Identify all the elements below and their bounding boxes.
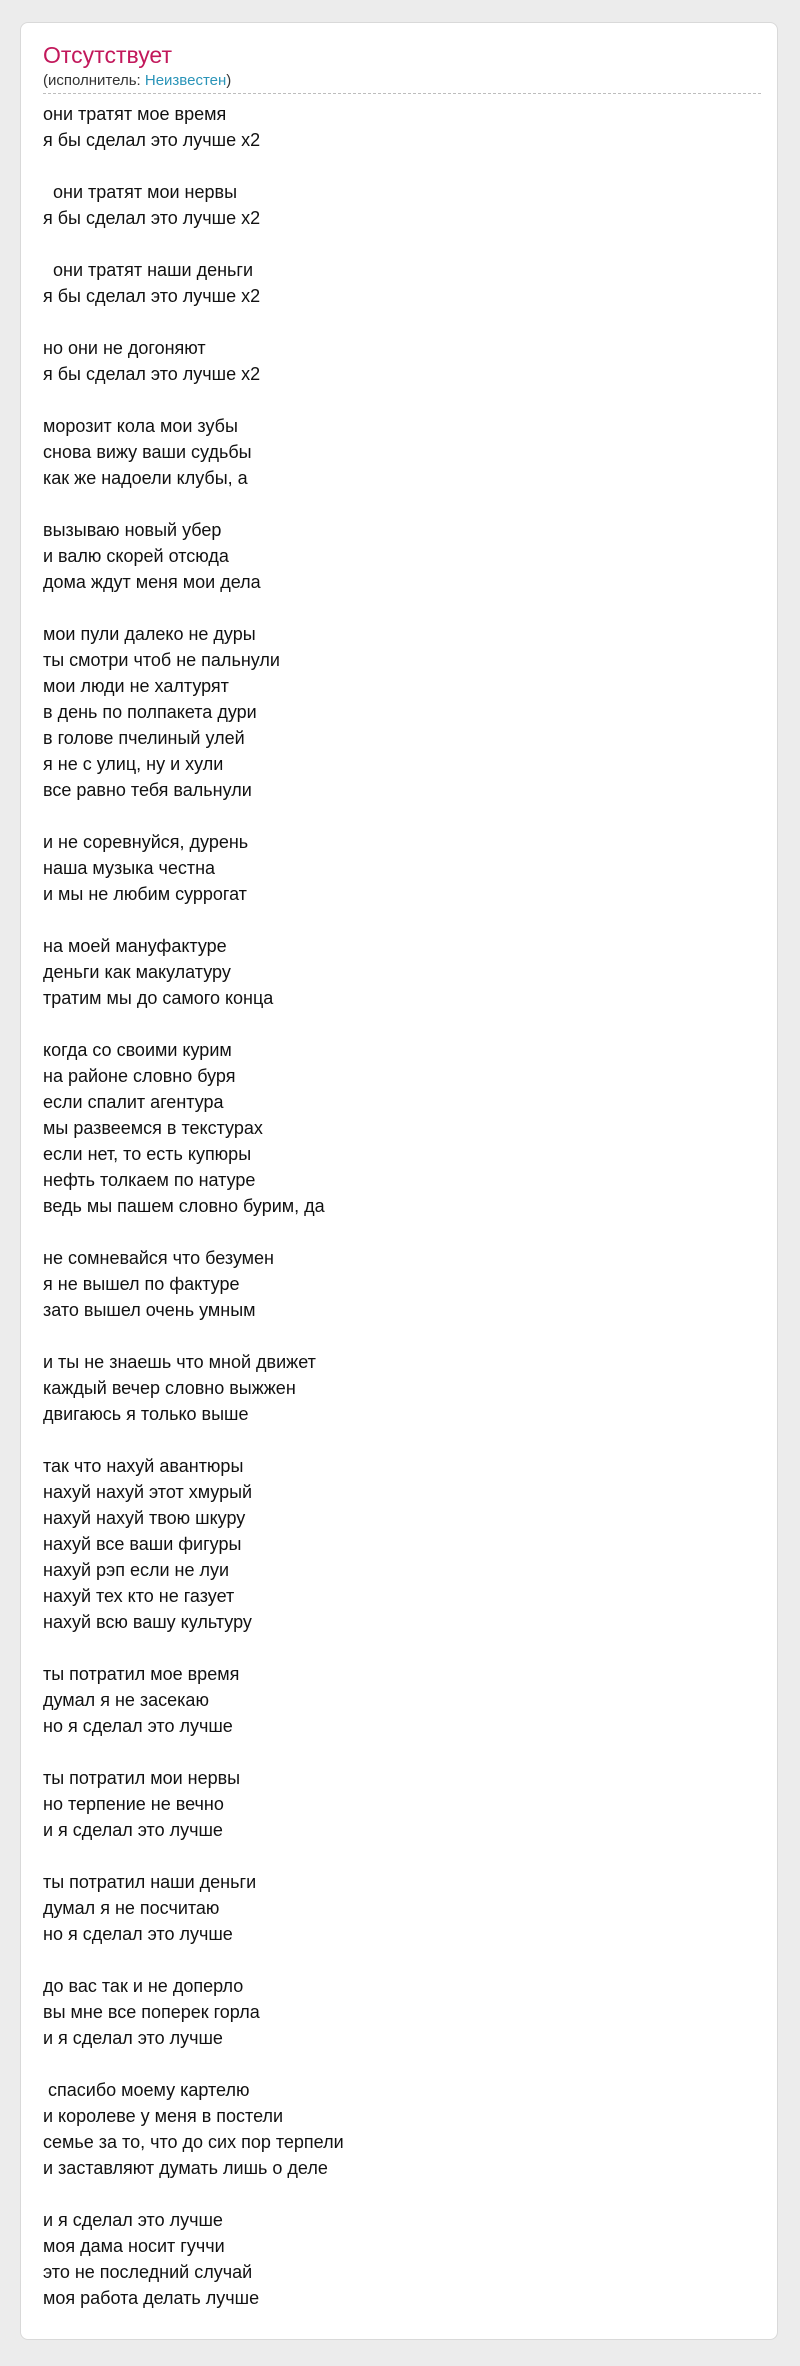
lyric-line: моя работа делать лучше [43,2288,260,2308]
lyric-line: моя дама носит гуччи [43,2236,225,2256]
lyric-line: и я сделал это лучше [43,1820,223,1840]
lyric-line: но терпение не вечно [43,1794,224,1814]
lyric-line: дома ждут меня мои дела [43,572,261,592]
stanza-gap [43,1323,761,1349]
lyric-line: и королеве у меня в постели [43,2106,284,2126]
lyric-line: мы развеемся в текстурах [43,1118,263,1138]
dashed-divider [43,93,761,94]
lyric-line: мои люди не халтурят [43,676,229,696]
stanza-gap [43,1219,761,1245]
lyric-line: и заставляют думать лишь о деле [43,2158,328,2178]
stanza-gap [43,153,761,179]
lyric-line: и ты не знаешь что мной движет [43,1352,316,1372]
lyric-line: в день по полпакета дури [43,702,257,722]
lyric-line: и я сделал это лучше [43,2210,223,2230]
lyric-line: ты потратил наши деньги [43,1872,257,1892]
lyric-line: тратим мы до самого конца [43,988,274,1008]
stanza-gap [43,907,761,933]
lyric-line: ты потратил мои нервы [43,1768,241,1788]
stanza-gap [43,231,761,257]
lyric-line: и валю скорей отсюда [43,546,229,566]
lyrics-card [20,22,778,2340]
lyric-line: они тратят мои нервы [43,182,238,202]
lyric-line: снова вижу ваши судьбы [43,442,252,462]
lyric-line: я бы сделал это лучше х2 [43,130,261,150]
lyric-line: нахуй рэп если не луи [43,1560,230,1580]
lyric-line: как же надоели клубы, а [43,468,248,488]
stanza-gap [43,1427,761,1453]
lyric-line: нахуй всю вашу культуру [43,1612,252,1632]
lyric-line: и мы не любим суррогат [43,884,247,904]
lyric-line: это не последний случай [43,2262,253,2282]
lyric-line: морозит кола мои зубы [43,416,238,436]
stanza-gap [43,491,761,517]
lyric-line: вы мне все поперек горла [43,2002,260,2022]
stanza-gap [43,1635,761,1661]
lyric-line: я бы сделал это лучше х2 [43,364,261,384]
lyric-line: они тратят мое время [43,104,227,124]
lyric-line: на моей мануфактуре [43,936,227,956]
stanza-gap [43,1011,761,1037]
lyric-line: до вас так и не доперло [43,1976,244,1996]
lyric-line: не сомневайся что безумен [43,1248,274,1268]
lyric-line: вызываю новый убер [43,520,222,540]
lyric-line: в голове пчелиный улей [43,728,245,748]
lyric-line: все равно тебя вальнули [43,780,252,800]
artist-prefix: (исполнитель: [43,72,145,89]
lyric-line: деньги как макулатуру [43,962,231,982]
lyric-line: наша музыка честна [43,858,216,878]
lyric-line: я бы сделал это лучше х2 [43,208,261,228]
lyric-line: зато вышел очень умным [43,1300,256,1320]
lyric-line: спасибо моему картелю [43,2080,250,2100]
artist-suffix: ) [226,72,232,89]
lyric-line: думал я не засекаю [43,1690,209,1710]
lyric-line: я бы сделал это лучше х2 [43,286,261,306]
stanza-gap [43,1947,761,1973]
lyric-line: двигаюсь я только выше [43,1404,249,1424]
lyric-line: если нет, то есть купюры [43,1144,252,1164]
stanza-gap [43,803,761,829]
lyric-line: когда со своими курим [43,1040,232,1060]
lyric-line: и не соревнуйся, дурень [43,832,249,852]
lyric-line: нахуй нахуй этот хмурый [43,1482,253,1502]
lyric-line: но я сделал это лучше [43,1716,233,1736]
lyrics-body [43,101,761,2311]
lyric-line: мои пули далеко не дуры [43,624,256,644]
lyric-line: семье за то, что до сих пор терпели [43,2132,344,2152]
stanza-gap [43,2181,761,2207]
lyric-line: нахуй все ваши фигуры [43,1534,242,1554]
stanza-gap [43,387,761,413]
artist-link[interactable]: Неизвестен [144,72,227,89]
lyric-line: нефть толкаем по натуре [43,1170,256,1190]
lyric-line: на районе словно буря [43,1066,236,1086]
stanza-gap [43,2051,761,2077]
lyric-line: думал я не посчитаю [43,1898,220,1918]
lyric-line: я не вышел по фактуре [43,1274,240,1294]
lyric-line: нахуй нахуй твою шкуру [43,1508,246,1528]
stanza-gap [43,1843,761,1869]
lyric-line: нахуй тех кто не газует [43,1586,235,1606]
lyric-line: они тратят наши деньги [43,260,254,280]
lyric-line: каждый вечер словно выжжен [43,1378,296,1398]
lyric-line: но я сделал это лучше [43,1924,233,1944]
lyric-line: и я сделал это лучше [43,2028,223,2048]
stanza-gap [43,595,761,621]
song-title: Отсутствует [43,42,172,68]
lyric-line: я не с улиц, ну и хули [43,754,224,774]
lyric-line: так что нахуй авантюры [43,1456,244,1476]
lyric-line: ты смотри чтоб не пальнули [43,650,280,670]
lyric-line: ты потратил мое время [43,1664,240,1684]
stanza-gap [43,309,761,335]
stanza-gap [43,1739,761,1765]
lyric-line: если спалит агентура [43,1092,224,1112]
lyric-line: ведь мы пашем словно бурим, да [43,1196,325,1216]
artist-line [43,71,231,91]
lyric-line: но они не догоняют [43,338,206,358]
